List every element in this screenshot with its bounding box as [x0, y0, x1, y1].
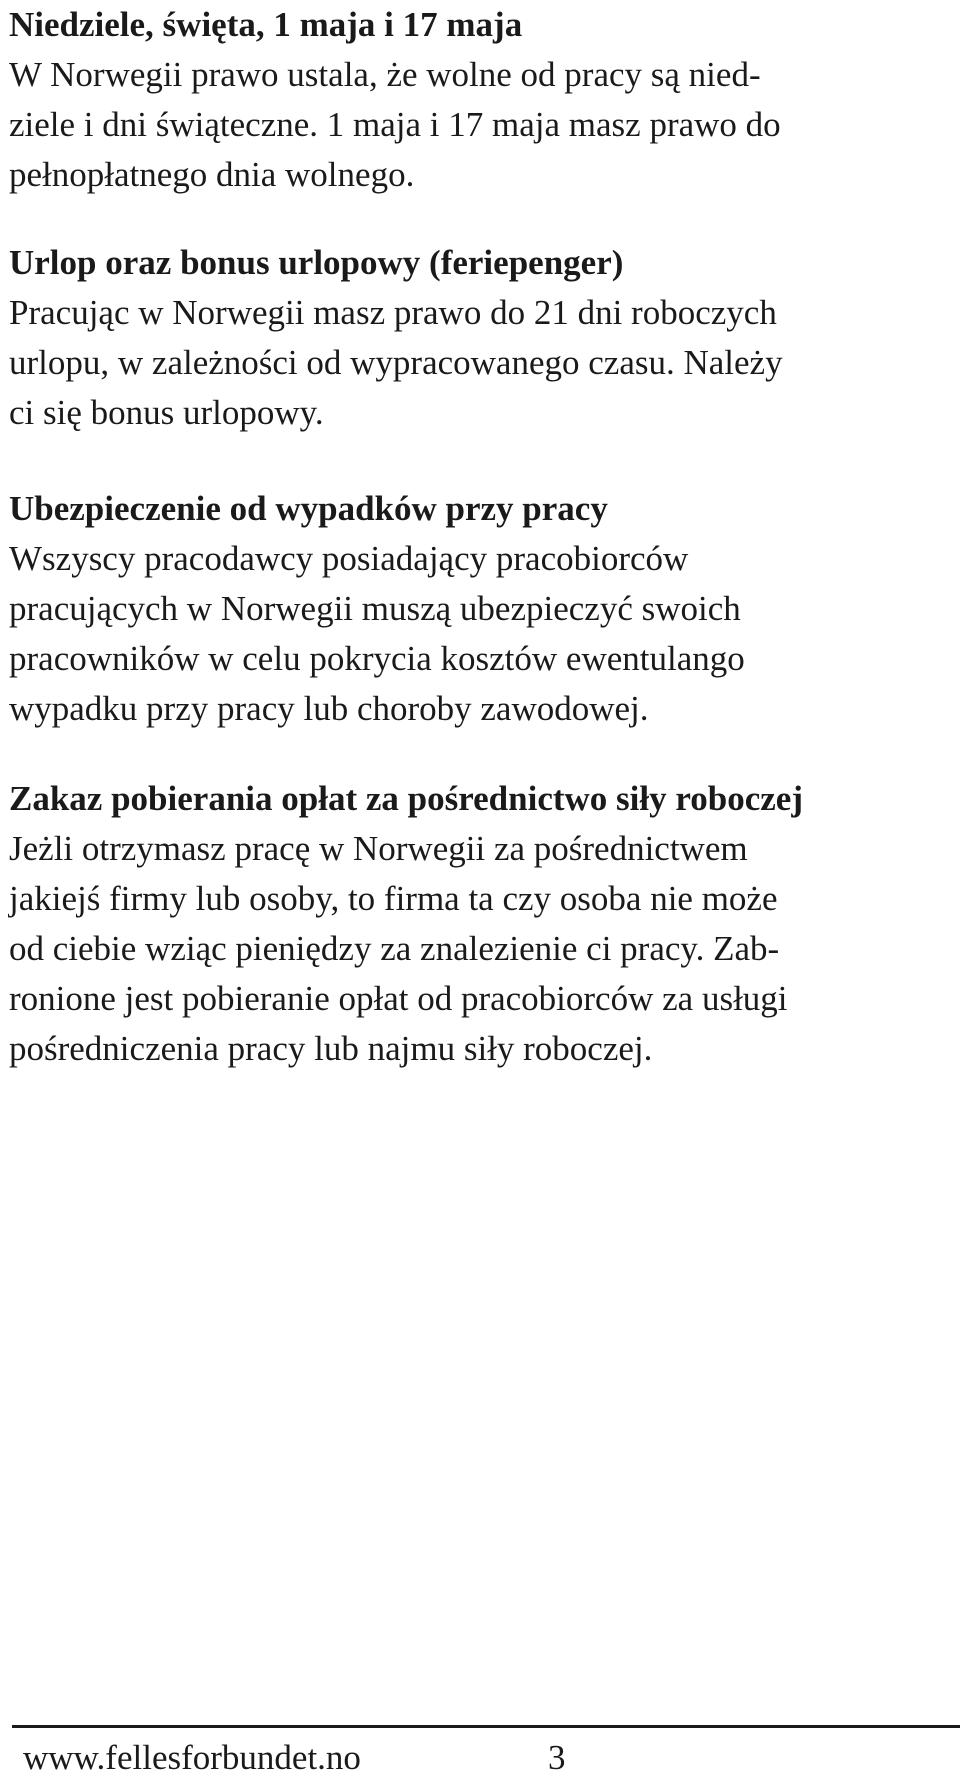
section-heading: Niedziele, święta, 1 maja i 17 maja — [9, 5, 523, 44]
section-heading: Zakaz pobierania opłat za pośrednictwo siły roboczej — [9, 779, 803, 818]
section-heading: Ubezpieczenie od wypadków przy pracy — [9, 489, 608, 528]
footer-divider — [12, 1725, 960, 1728]
paragraph-line: W Norwegii prawo ustala, że wolne od pracy są nied- — [9, 55, 761, 94]
paragraph-line: ci się bonus urlopowy. — [9, 393, 324, 432]
paragraph-line: urlopu, w zależności od wypracowanego czasu. Należy — [9, 343, 783, 382]
paragraph-line: Pracując w Norwegii masz prawo do 21 dni roboczych — [9, 293, 777, 332]
footer-url: www.fellesforbundet.no — [23, 1738, 361, 1777]
section-accident-insurance — [9, 484, 745, 734]
paragraph-line: od ciebie wziąc pieniędzy za znalezienie ci pracy. Zab- — [9, 929, 780, 968]
paragraph-line: pracujących w Norwegii muszą ubezpieczyć swoich — [9, 589, 741, 628]
paragraph-line: Wszyscy pracodawcy posiadający pracobiorców — [9, 539, 689, 578]
paragraph-line: pełnopłatnego dnia wolnego. — [9, 155, 415, 194]
section-holidays — [9, 0, 781, 200]
paragraph-line: jakiejś firmy lub osoby, to firma ta czy osoba nie może — [9, 879, 778, 918]
paragraph-line: ziele i dni świąteczne. 1 maja i 17 maja masz prawo do — [9, 105, 781, 144]
section-recruitment-fees — [9, 774, 803, 1074]
paragraph-line: pośredniczenia pracy lub najmu siły roboczej. — [9, 1029, 653, 1068]
section-vacation — [9, 238, 783, 438]
section-heading: Urlop oraz bonus urlopowy (feriepenger) — [9, 243, 624, 282]
paragraph-line: ronione jest pobieranie opłat od pracobiorców za usługi — [9, 979, 788, 1018]
paragraph-line: pracowników w celu pokrycia kosztów ewentulango — [9, 639, 745, 678]
paragraph-line: Jeżli otrzymasz pracę w Norwegii za pośrednictwem — [9, 829, 748, 868]
page-number: 3 — [548, 1738, 566, 1777]
paragraph-line: wypadku przy pracy lub choroby zawodowej. — [9, 689, 649, 728]
